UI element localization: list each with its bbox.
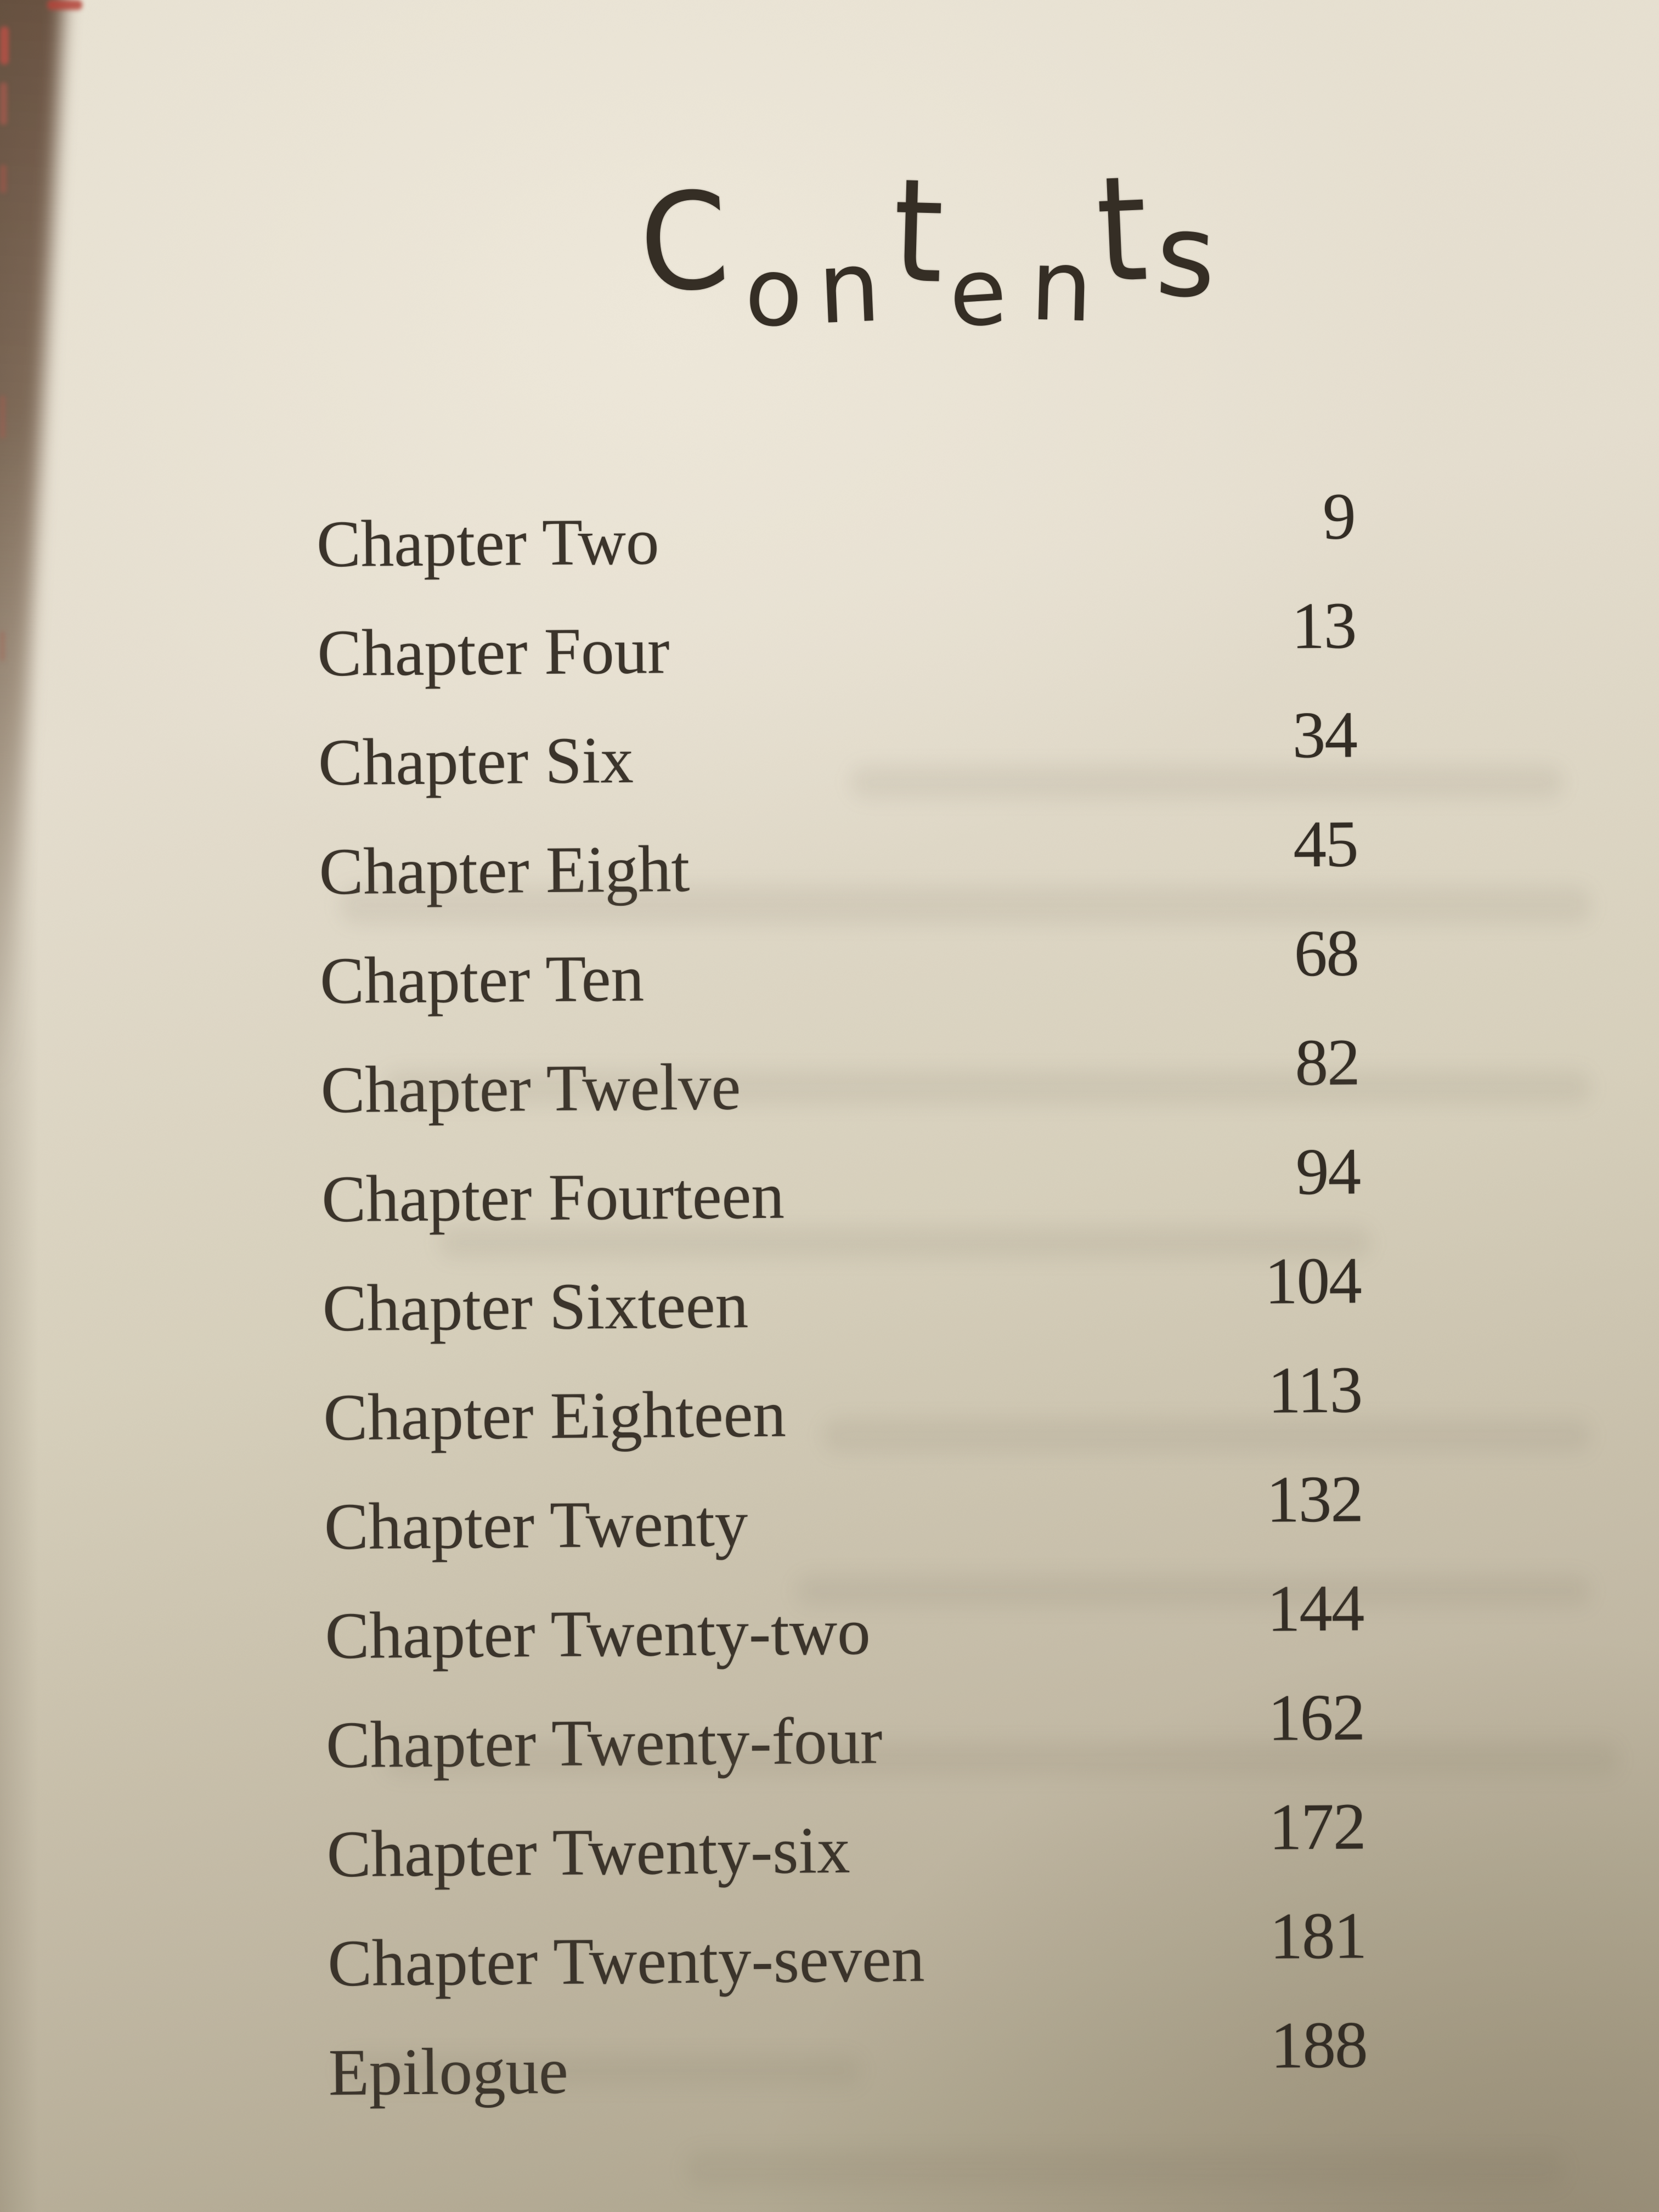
show-through-smudge (439, 1226, 1372, 1259)
toc-entry-label: Chapter Twenty-six (326, 1813, 850, 1892)
toc-row (320, 1025, 1360, 1164)
toc-row (319, 916, 1359, 1054)
toc-entry-label: Chapter Six (318, 723, 634, 800)
toc-entry-page: 68 (1294, 916, 1359, 991)
toc-entry-label: Chapter Twenty-seven (327, 1922, 925, 2001)
toc-entry-label: Chapter Twelve (320, 1050, 741, 1127)
table-of-contents (316, 479, 1367, 2146)
show-through-smudge (686, 2151, 1564, 2188)
show-through-smudge (850, 765, 1564, 799)
toc-entry-page: 9 (1322, 479, 1356, 554)
toc-entry-label: Chapter Twenty (324, 1487, 748, 1564)
toc-entry-label: Chapter Eight (319, 832, 690, 909)
toc-entry-label: Epilogue (328, 2034, 569, 2110)
toc-entry-page: 113 (1267, 1353, 1362, 1427)
toc-row (327, 1899, 1367, 2037)
toc-row (316, 479, 1356, 618)
toc-entry-label: Chapter Ten (319, 941, 645, 1018)
toc-entry-page: 104 (1264, 1244, 1362, 1318)
toc-entry-page: 181 (1269, 1899, 1367, 1973)
toc-entry-page: 34 (1292, 698, 1357, 772)
toc-entry-page: 144 (1267, 1571, 1364, 1646)
toc-entry-label: Chapter Fourteen (321, 1159, 785, 1237)
toc-row (317, 589, 1357, 727)
toc-entry-label: Chapter Twenty-two (325, 1595, 871, 1673)
show-through-smudge (795, 1575, 1591, 1607)
show-through-smudge (340, 2055, 861, 2086)
toc-entry-page: 188 (1270, 2008, 1367, 2083)
toc-row (326, 1790, 1366, 1928)
toc-entry-page: 13 (1291, 589, 1356, 663)
toc-row (325, 1571, 1364, 1709)
toc-row (328, 2008, 1368, 2146)
toc-entry-page: 94 (1295, 1135, 1361, 1209)
toc-entry-page: 82 (1294, 1025, 1359, 1100)
toc-entry-label: Chapter Two (316, 505, 659, 582)
show-through-smudge (384, 1742, 1618, 1777)
page-title: C o n t e n t s (635, 144, 1219, 349)
show-through-smudge (823, 1418, 1591, 1453)
show-through-smudge (340, 886, 1591, 924)
toc-entry-label: Chapter Twenty-four (325, 1704, 883, 1782)
toc-entry-page: 132 (1266, 1462, 1363, 1537)
show-through-smudge (384, 1070, 1591, 1105)
toc-row (322, 1244, 1362, 1382)
toc-entry-label: Chapter Four (317, 614, 670, 691)
toc-entry-page: 45 (1293, 807, 1358, 882)
toc-entry-label: Chapter Sixteen (322, 1268, 749, 1346)
toc-entry-page: 162 (1267, 1680, 1365, 1755)
toc-entry-label: Chapter Eighteen (323, 1377, 787, 1455)
toc-entry-page: 172 (1268, 1790, 1365, 1864)
